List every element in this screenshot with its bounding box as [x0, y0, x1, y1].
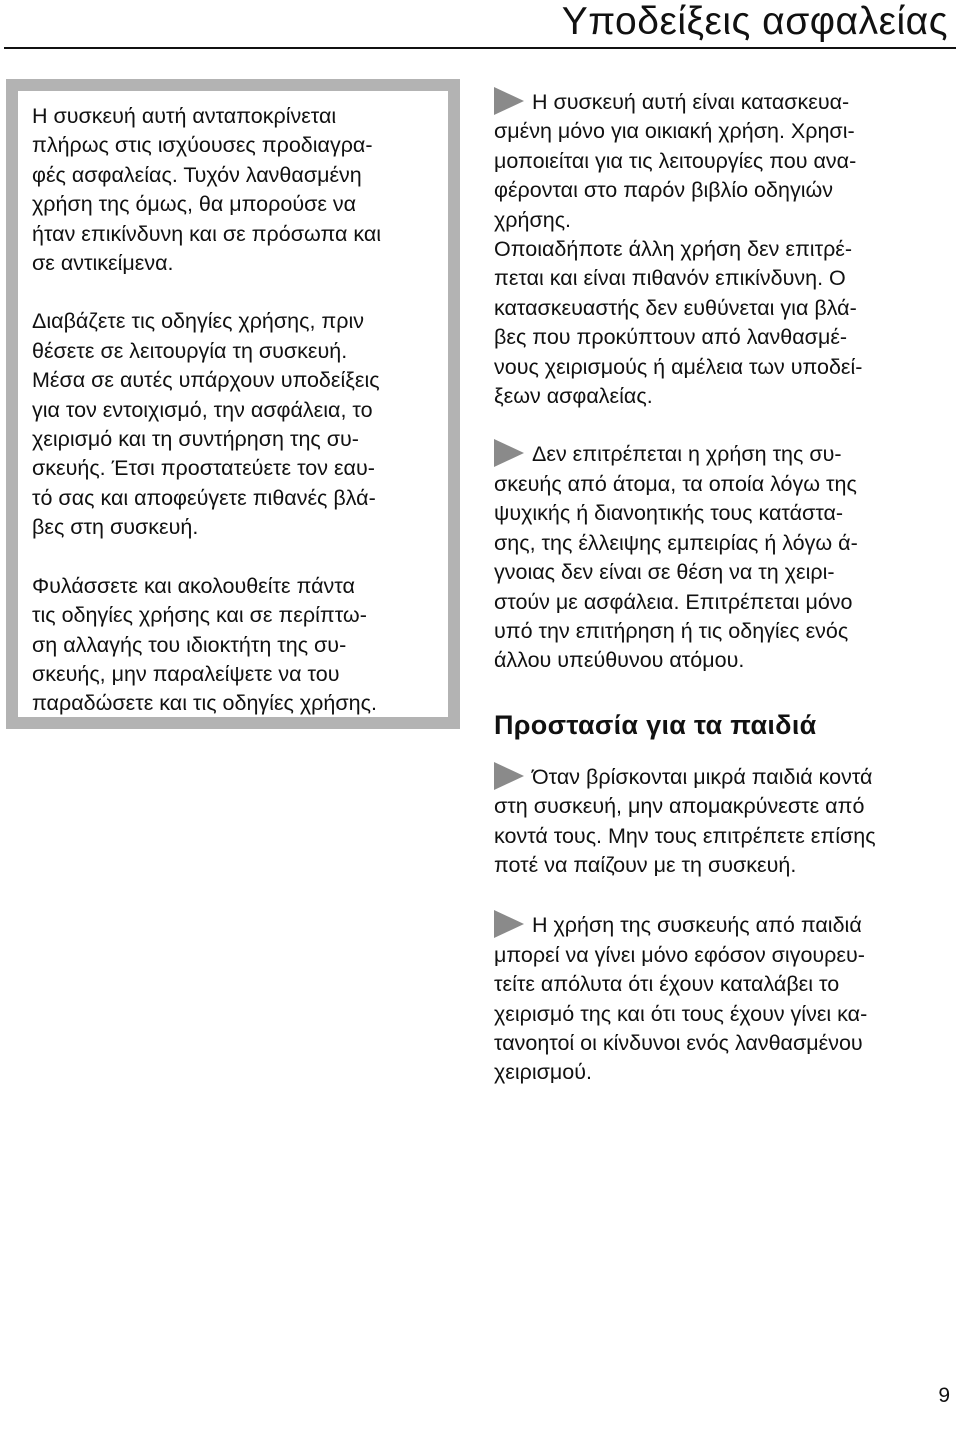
triangle-right-icon — [494, 87, 524, 115]
bullet-item — [494, 910, 954, 1087]
notice-paragraph: Η συσκευή αυτή ανταποκρίνεται πλήρως στις ισχύουσες προδιαγρα- φές ασφαλείας. Τυχόν λανθασμένη χρήση της όμως, θα μπορούσε να ήταν επικίνδυνη και σε πρόσωπα και σε αντικείμενα. — [32, 104, 382, 276]
bullet-item — [494, 87, 954, 235]
bullet-continuation-text: Οποιαδήποτε άλλη χρήση δεν επιτρέ- πεται και είναι πιθανόν επικίνδυνη. Ο κατασκευαστής δεν ευθύνεται για βλά- βες που προκύπτουν από λανθασμέ- νους χειρισμούς ή αμέλεια των υποδεί- ξεων ασφαλείας. — [494, 237, 863, 409]
header-divider — [4, 47, 956, 49]
bullet-text: Δεν επιτρέπεται η χρήση της συ- σκευής από άτομα, τα οποία λόγω της ψυχικής ή διανοητικής τους κατάστα- σης, της έλλειψης εμπειρίας ή λόγω ά- γνοιας δεν είναι σε θέση να τη χειρι- στούν με ασφάλεια. Επιτρέπεται μόνο υπό την επιτήρηση ή τις οδηγίες ενός άλλου υπεύθυνου ατόμου. — [494, 442, 858, 673]
bullet-text: Η χρήση της συσκευής από παιδιά μπορεί να γίνει μόνο εφόσον σιγουρευ- τείτε απόλυτα ότι έχουν καταλάβει το χειρισμό της και ότι τους έχουν γίνει κα- τανοητοί οι κίνδυνοι ενός λανθασμένου χειρισμού. — [494, 913, 868, 1085]
right-column — [494, 87, 954, 1116]
safety-notice-box — [6, 79, 460, 729]
bullet-item — [494, 439, 954, 675]
page-title: Υποδείξεις ασφαλείας — [561, 0, 948, 43]
notice-paragraph: Διαβάζετε τις οδηγίες χρήσης, πριν θέσετε σε λειτουργία τη συσκευή. Μέσα σε αυτές υπάρχουν υποδείξεις για τον εντοιχισμό, την ασφάλεια, το χειρισμό και τη συντήρηση της συ- σκευής. Έτσι προστατεύετε τον εαυ- τό σας και αποφεύγετε πιθανές βλά- βες στη συσκευή. — [32, 309, 380, 540]
triangle-right-icon — [494, 910, 524, 938]
page-number: 9 — [938, 1384, 950, 1407]
notice-paragraph: Φυλάσσετε και ακολουθείτε πάντα τις οδηγίες χρήσης και σε περίπτω- ση αλλαγής του ιδιοκτήτη της συ- σκευής, μην παραλείψετε να του παραδώσετε και τις οδηγίες χρήσης. — [32, 573, 377, 716]
bullet-item — [494, 762, 954, 881]
bullet-text: Όταν βρίσκονται μικρά παιδιά κοντά στη συσκευή, μην απομακρύνεστε από κοντά τους. Μην τους επιτρέπετε επίσης ποτέ να παίζουν με τη συσκευή. — [494, 764, 876, 877]
triangle-right-icon — [494, 439, 524, 467]
bullet-continuation — [494, 235, 954, 411]
bullet-text: Η συσκευή αυτή είναι κατασκευα- σμένη μόνο για οικιακή χρήση. Χρησι- μοποιείται για τις λειτουργίες που ανα- φέρονται στο παρόν βιβλίο οδηγιών χρήσης. — [494, 90, 857, 232]
section-heading: Προστασία για τα παιδιά — [494, 709, 817, 740]
triangle-right-icon — [494, 762, 524, 790]
